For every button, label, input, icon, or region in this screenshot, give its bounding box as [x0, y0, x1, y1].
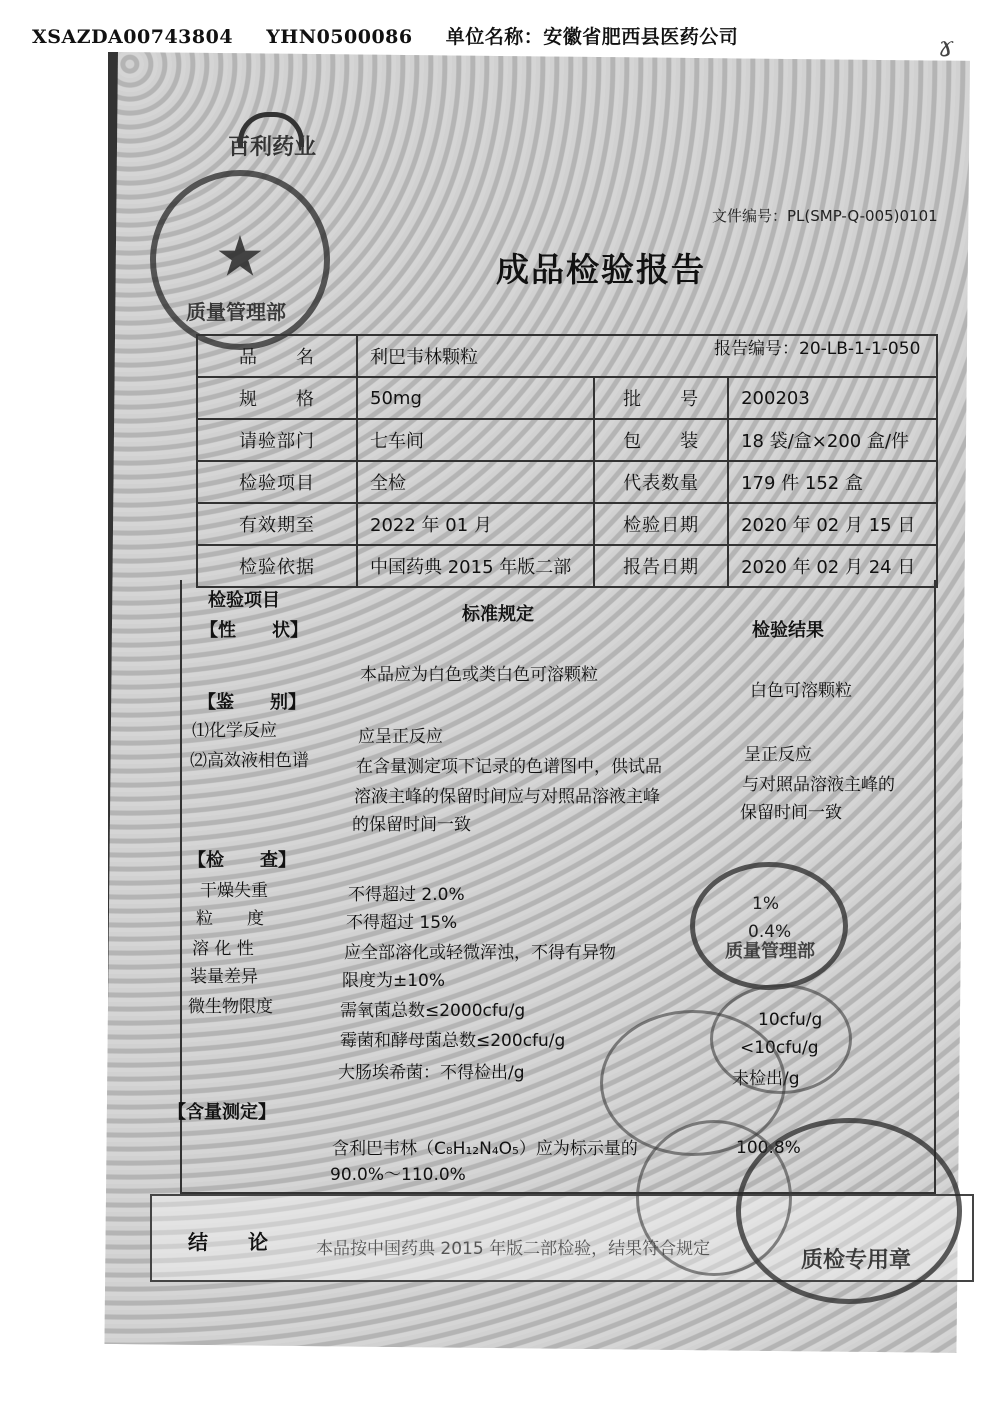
qty-value: 179 件 152 盒 — [728, 461, 937, 503]
info-table — [196, 334, 938, 588]
assay-result: 100.8% — [736, 1138, 801, 1158]
section-identification: 【鉴 别】 — [198, 692, 306, 713]
name-label: 品 名 — [197, 335, 357, 377]
ident1-standard: 应呈正反应 — [358, 727, 443, 747]
ident2-standard-3: 的保留时间一致 — [352, 815, 471, 835]
test-date-value: 2020 年 02 月 15 日 — [728, 503, 937, 545]
table-row — [197, 461, 937, 503]
check1-standard: 不得超过 2.0% — [348, 885, 465, 905]
ident2-result-2: 保留时间一致 — [740, 803, 842, 823]
report-number: 报告编号：20-LB-1-1-050 — [714, 339, 921, 359]
check5-standard-1: 需氧菌总数≤2000cfu/g — [340, 1001, 526, 1021]
header-code-2: YHN0500086 — [266, 26, 413, 48]
check2-result: 0.4% — [748, 922, 792, 942]
check4-item: 装量差异 — [190, 967, 258, 987]
check5-result-1: 10cfu/g — [758, 1010, 823, 1030]
report-title: 成品检验报告 — [496, 250, 706, 289]
table-row — [197, 503, 937, 545]
check3-item: 溶 化 性 — [192, 939, 254, 959]
seal-quality-dept-right — [690, 862, 848, 990]
spec-value: 50mg — [357, 377, 594, 419]
basis-label: 检验依据 — [197, 545, 357, 587]
section-appearance: 【性 状】 — [200, 620, 308, 641]
col-item-header: 检验项目 — [208, 590, 280, 611]
check5-item: 微生物限度 — [188, 997, 273, 1017]
test-date-label: 检验日期 — [594, 503, 728, 545]
header-row — [32, 22, 764, 49]
table-row — [197, 335, 937, 377]
report-date-label: 报告日期 — [594, 545, 728, 587]
qty-label: 代表数量 — [594, 461, 728, 503]
check2-standard: 不得超过 15% — [346, 913, 458, 933]
ident2-standard-2: 溶液主峰的保留时间应与对照品溶液主峰 — [354, 787, 660, 807]
item-value: 全检 — [357, 461, 594, 503]
exp-value: 2022 年 01 月 — [357, 503, 594, 545]
star-icon: ★ — [214, 224, 266, 290]
check3-standard: 应全部溶化或轻微浑浊，不得有异物 — [344, 943, 616, 963]
check5-result-3: 未检出/g — [732, 1069, 800, 1089]
check5-standard-3: 大肠埃希菌：不得检出/g — [338, 1063, 525, 1083]
seal-quality-dept-top — [150, 170, 330, 350]
conclusion-text: 本品按中国药典 2015 年版二部检验，结果符合规定 — [316, 1239, 711, 1259]
header-code-1: XSAZDA00743804 — [32, 26, 234, 48]
section-assay: 【含量测定】 — [168, 1102, 276, 1123]
header-unit — [446, 26, 739, 48]
brand-name: 百利药业 — [228, 135, 317, 160]
check2-item: 粒 度 — [196, 909, 264, 929]
seal-right-label: 质量管理部 — [725, 941, 815, 962]
name-value: 利巴韦林颗粒 — [357, 335, 937, 377]
assay-standard-1: 含利巴韦林（C₈H₁₂N₄O₅）应为标示量的 — [332, 1139, 638, 1159]
basis-value: 中国药典 2015 年版二部 — [357, 545, 594, 587]
seal-bottom-label: 质检专用章 — [801, 1248, 912, 1273]
report-date-value: 2020 年 02 月 24 日 — [728, 545, 937, 587]
pack-value: 18 袋/盒×200 盒/件 — [728, 419, 937, 461]
batch-label: 批 号 — [594, 377, 728, 419]
section-check: 【检 查】 — [188, 850, 296, 871]
check1-result: 1% — [752, 894, 779, 914]
appearance-result: 白色可溶颗粒 — [750, 681, 852, 701]
ident1-result: 呈正反应 — [744, 745, 812, 765]
ident2-standard-1: 在含量测定项下记录的色谱图中，供试品 — [356, 757, 662, 777]
check5-result-2: <10cfu/g — [740, 1038, 819, 1058]
ident2-result-1: 与对照品溶液主峰的 — [742, 775, 895, 795]
ident1-item: ⑴化学反应 — [192, 721, 277, 741]
check5-standard-2: 霉菌和酵母菌总数≤200cfu/g — [340, 1031, 566, 1051]
unit-label: 单位名称： — [445, 26, 544, 48]
col-result-header: 检验结果 — [752, 620, 824, 641]
table-row — [197, 419, 937, 461]
conclusion-label: 结 论 — [188, 1230, 268, 1254]
appearance-standard: 本品应为白色或类白色可溶颗粒 — [360, 665, 598, 685]
item-label: 检验项目 — [197, 461, 357, 503]
pack-label: 包 装 — [594, 419, 728, 461]
col-standard-header: 标准规定 — [462, 604, 534, 625]
batch-value: 200203 — [728, 377, 937, 419]
check4-standard: 限度为±10% — [342, 971, 446, 991]
assay-standard-2: 90.0%～110.0% — [330, 1165, 466, 1185]
ident2-item: ⑵高效液相色谱 — [190, 751, 309, 771]
unit-name: 安徽省肥西县医药公司 — [543, 26, 739, 48]
dept-value: 七车间 — [357, 419, 594, 461]
check1-item: 干燥失重 — [200, 881, 268, 901]
exp-label: 有效期至 — [197, 503, 357, 545]
seal-faded-ring-2 — [636, 1120, 792, 1276]
seal-top-label: 质量管理部 — [186, 300, 286, 324]
dept-label: 请验部门 — [197, 419, 357, 461]
handwritten-corner-mark: ɤ — [938, 30, 954, 63]
file-number: 文件编号：PL(SMP-Q-005)0101 — [712, 207, 938, 225]
spec-label: 规 格 — [197, 377, 357, 419]
table-row — [197, 377, 937, 419]
